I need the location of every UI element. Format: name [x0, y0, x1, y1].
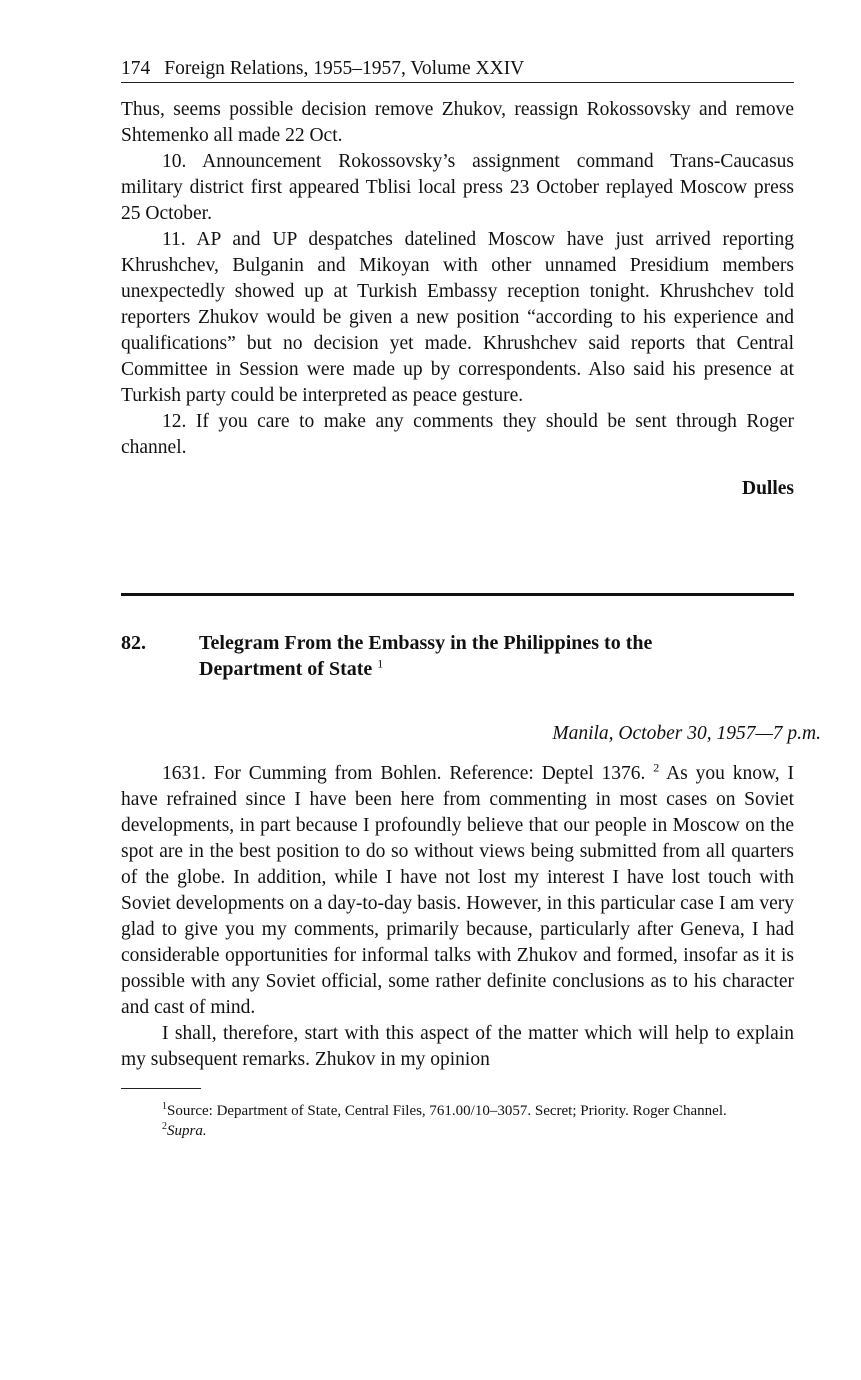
document-body: [121, 761, 794, 1073]
paragraph-text: As you know, I have refrained since I have been here from commenting in most cases on Soviet developments, in part because I profoundly believe that our people in Moscow on the spot are in the best position to do so without views being submitted from all quarters of the globe. In addition, while I have not lost my interest I have lost touch with Soviet developments on a day-to-day basis. However, in this particular case I am very glad to give you my comments, primarily because, particularly after Geneva, I had considerable opportunities for informal talks with Zhukov and formed, insofar as it is possible with any Soviet official, some rather definite conclusions as to his character and cast of mind.: [121, 763, 795, 1018]
paragraph: 12. If you care to make any comments they should be sent through Roger channel.: [121, 411, 794, 458]
footnote-mark: 1: [162, 1101, 167, 1112]
footnote-2: [121, 1121, 794, 1141]
footnote-1: [121, 1101, 794, 1121]
paragraph: [121, 761, 794, 1021]
dateline: Manila, October 30, 1957—7 p.m.: [552, 723, 821, 744]
paragraph-text: 1631. For Cumming from Bohlen. Reference: Deptel 1376.: [162, 763, 646, 784]
footnotes: [121, 1101, 794, 1141]
footnote-text: Supra.: [167, 1123, 207, 1139]
signature: Dulles: [741, 478, 794, 499]
document-heading: [121, 630, 794, 682]
paragraph: Thus, seems possible decision remove Zhukov, reassign Rokossovsky and remove Shtemenko all made 22 Oct.: [121, 99, 794, 146]
footnote-ref-1[interactable]: 1: [377, 656, 384, 671]
paragraph: 10. Announcement Rokossovsky’s assignment command Trans-Caucasus military district first appeared Tblisi local press 23 October replayed Moscow press 25 October.: [121, 151, 794, 224]
footnote-ref-2[interactable]: 2: [653, 760, 660, 775]
previous-document-text: [121, 97, 794, 461]
footnote-mark: 2: [162, 1121, 167, 1132]
footnote-divider: [121, 1088, 201, 1089]
paragraph: 11. AP and UP despatches datelined Moscow have just arrived reporting Khrushchev, Bulganin and Mikoyan with other unnamed Presidium members unexpectedly showed up at Turkish Embassy reception tonight. Khrushchev told reporters Zhukov would be given a new position “according to his experience and qualifications” but no decision yet made. Khrushchev said reports that Central Committee in Session were made up by correspondents. Also said his presence at Turkish party could be interpreted as peace gesture.: [121, 229, 794, 406]
paragraph: I shall, therefore, start with this aspect of the matter which will help to explain my subsequent remarks. Zhukov in my opinion: [121, 1023, 794, 1070]
footnote-text: Source: Department of State, Central Files, 761.00/10–3057. Secret; Priority. Roger Channel.: [167, 1103, 727, 1119]
running-title: Foreign Relations, 1955–1957, Volume XXIV: [164, 58, 525, 79]
document-page: [121, 56, 821, 1141]
section-divider: [121, 593, 794, 596]
running-header: [121, 56, 794, 83]
document-title: [199, 630, 759, 682]
document-number: 82.: [121, 632, 146, 654]
document-title-text: Telegram From the Embassy in the Philippines to the Department of State: [199, 632, 653, 680]
page-number: 174: [121, 58, 151, 79]
